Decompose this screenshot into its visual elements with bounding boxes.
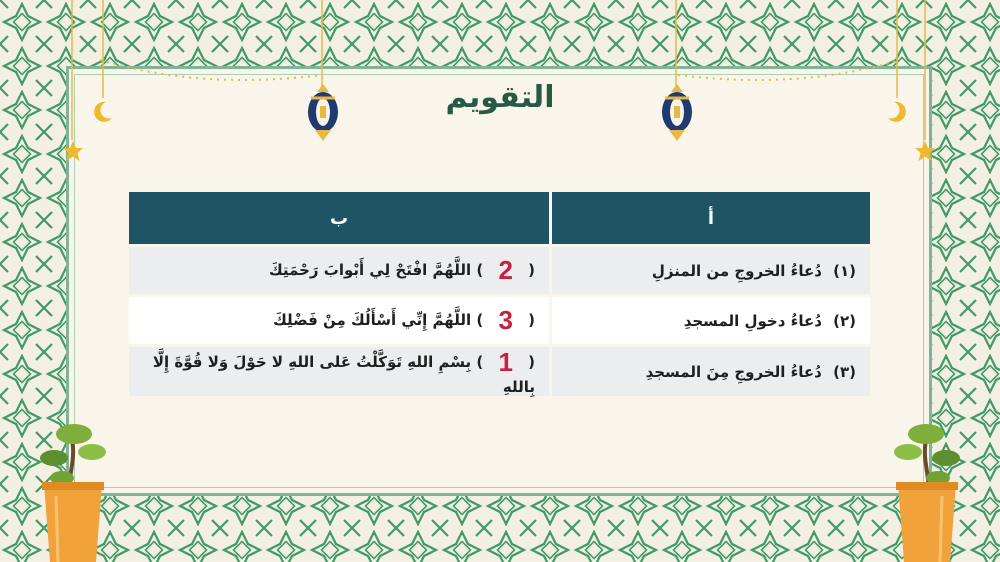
row-b-cell: [129, 297, 549, 344]
plant-pot-icon: [888, 420, 968, 562]
item-text: دُعاءُ الخروجِ من المنزلِ: [651, 261, 822, 280]
table-row: [129, 297, 870, 344]
crescent-icon: [886, 100, 908, 124]
star-icon: [62, 140, 84, 162]
table-row: [129, 247, 870, 294]
answer-open-paren: (: [528, 353, 535, 371]
answer-close-paren: ): [476, 353, 484, 371]
row-a-cell: [552, 347, 870, 396]
answer-open-paren: (: [528, 311, 535, 329]
dua-text: اللَّهُمَّ افْتَحْ لِي أَبْوابَ رَحْمَتِكَ: [268, 261, 472, 279]
row-b-cell: [129, 247, 549, 294]
answer-close-paren: ): [476, 261, 484, 279]
answer-value[interactable]: 2: [498, 255, 513, 285]
row-a-cell: [552, 247, 870, 294]
answer-close-paren: ): [476, 311, 484, 329]
row-a-cell: [552, 297, 870, 344]
answer-open-paren: (: [528, 261, 535, 279]
item-number: (١): [833, 261, 856, 280]
column-header-a: أ: [552, 192, 870, 244]
item-number: (٢): [833, 311, 856, 330]
item-text: دُعاءُ دخولِ المسجدِ: [683, 311, 822, 330]
row-b-cell: [129, 347, 549, 396]
table-row: [129, 347, 870, 396]
crescent-icon: [92, 100, 114, 124]
item-number: (٣): [833, 362, 856, 381]
dua-text: اللَّهُمَّ إِنِّي أَسْأَلُكَ مِنْ فَضْلِكَ: [273, 311, 472, 329]
answer-value[interactable]: 3: [498, 305, 513, 335]
page-title: التقويم: [445, 80, 555, 115]
answer-value[interactable]: 1: [498, 347, 513, 377]
matching-table: [126, 189, 873, 399]
star-icon: [914, 140, 936, 162]
column-header-b: ب: [129, 192, 549, 244]
item-text: دُعاءُ الخروجِ مِنَ المسجدِ: [645, 362, 822, 381]
lantern-icon: [306, 84, 340, 142]
plant-pot-icon: [32, 420, 112, 562]
lantern-icon: [660, 84, 694, 142]
dua-text: بِسْمِ اللهِ تَوَكَّلْتُ عَلى اللهِ لا حَوْلَ وَلا قُوَّةَ إِلَّا بِاللهِ: [152, 353, 535, 396]
